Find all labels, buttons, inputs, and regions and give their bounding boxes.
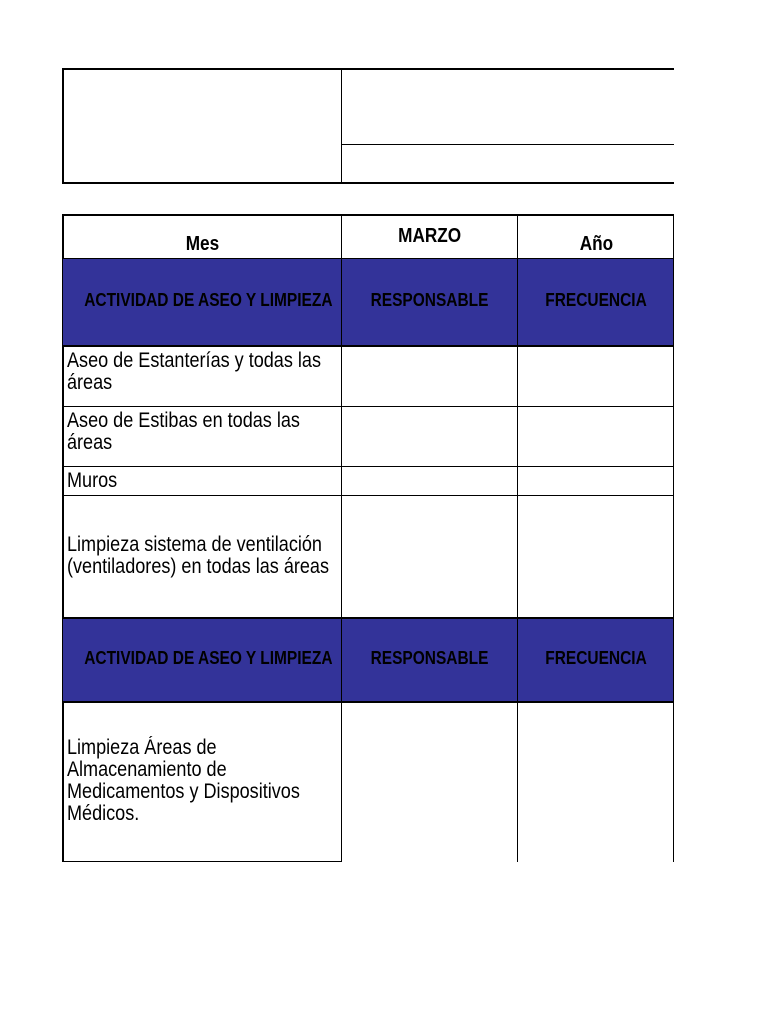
- activity-cell: [67, 410, 339, 454]
- year-label: Año: [579, 233, 613, 255]
- logo-cell: [64, 70, 341, 182]
- subtitle-cell: [342, 145, 674, 182]
- activity-cell: [67, 737, 339, 825]
- cleaning-schedule-table: [62, 214, 674, 862]
- month-label-cell: [64, 216, 341, 258]
- activity-text: Muros: [67, 469, 118, 492]
- activity-text: Aseo de Estibas en todas las: [67, 409, 300, 432]
- activity-text: áreas: [67, 431, 113, 454]
- frequency-column-header: FRECUENCIA: [545, 290, 647, 310]
- month-value-cell: [342, 216, 517, 258]
- table-row: [64, 347, 674, 406]
- row-divider: [62, 617, 674, 619]
- month-label: Mes: [185, 233, 220, 255]
- activity-column-header-2: ACTIVIDAD DE ASEO Y LIMPIEZA: [84, 648, 333, 668]
- column-divider-3: [673, 214, 674, 862]
- responsible-column-header: RESPONSABLE: [370, 290, 489, 310]
- activity-text: Médicos.: [67, 802, 140, 825]
- activity-text: Medicamentos y Dispositivos: [67, 780, 300, 803]
- activity-cell: [67, 534, 339, 578]
- table-row: [64, 467, 674, 495]
- activity-text: Limpieza sistema de ventilación: [67, 533, 322, 556]
- column-divider-2: [517, 214, 518, 862]
- row-divider: [62, 258, 674, 259]
- activity-text: Aseo de Estanterías y todas las: [67, 349, 321, 372]
- column-divider-1: [341, 214, 342, 862]
- table-row: [64, 496, 674, 617]
- activity-column-header: ACTIVIDAD DE ASEO Y LIMPIEZA: [84, 290, 333, 310]
- title-cell: [342, 70, 674, 144]
- frequency-column-header-2: FRECUENCIA: [545, 648, 647, 668]
- activity-text: áreas: [67, 371, 113, 394]
- table-border-bottom: [62, 861, 342, 862]
- activity-cell: [67, 350, 339, 394]
- header-border-bottom: [62, 182, 674, 184]
- document-header-box: [62, 68, 674, 184]
- month-value: MARZO: [397, 225, 462, 247]
- responsible-column-header-2: RESPONSABLE: [370, 648, 489, 668]
- table-row: [64, 407, 674, 466]
- year-label-cell: [518, 216, 674, 258]
- table-row: [64, 703, 674, 860]
- activity-text: (ventiladores) en todas las áreas: [67, 555, 330, 578]
- activity-text: Limpieza Áreas de: [67, 736, 217, 759]
- activity-cell: [67, 470, 339, 492]
- activity-text: Almacenamiento de: [67, 758, 227, 781]
